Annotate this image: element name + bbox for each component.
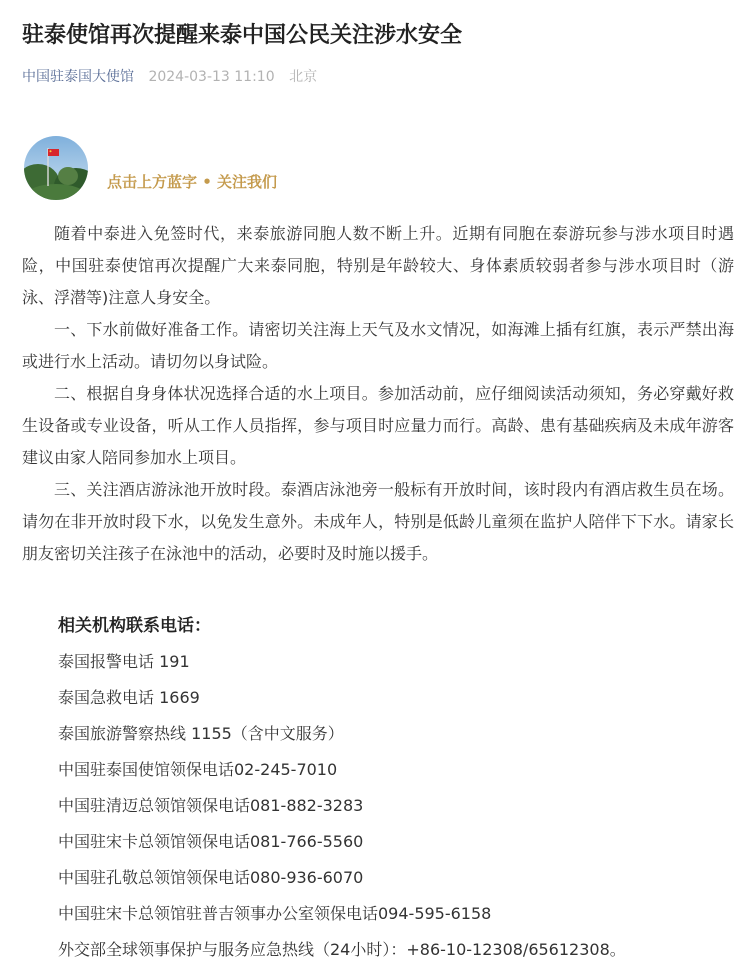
- contact-line-tourist-police: 泰国旅游警察热线 1155（含中文服务）: [58, 724, 344, 743]
- contacts-heading: 相关机构联系电话：: [58, 616, 211, 636]
- contacts-section: [58, 608, 738, 965]
- paragraph-intro: 随着中泰进入免签时代，来泰旅游同胞人数不断上升。近期有同胞在泰游玩参与涉水项目时遇险，中国驻泰使馆再次提醒广大来泰同胞，特别是年龄较大、身体素质较弱者参与涉水项目时（游泳、浮潜等)注意人身安全。: [22, 224, 734, 307]
- article-meta: [22, 66, 317, 88]
- contact-line-khonkaen: 中国驻孔敬总领馆领保电话080-936-6070: [58, 868, 364, 887]
- contact-line-ambulance: 泰国急救电话 1669: [58, 688, 200, 707]
- article-body: [22, 218, 734, 570]
- contact-line-songkhla: 中国驻宋卡总领馆领保电话081-766-5560: [58, 832, 364, 851]
- account-avatar[interactable]: [24, 136, 88, 200]
- paragraph-1: 一、下水前做好准备工作。请密切关注海上天气及水文情况，如海滩上插有红旗，表示严禁出海或进行水上活动。请切勿以身试险。: [22, 320, 734, 371]
- contact-line-police: 泰国报警电话 191: [58, 652, 190, 671]
- contact-line-phuket: 中国驻宋卡总领馆驻普吉领事办公室领保电话094-595-6158: [58, 904, 492, 923]
- follow-hint: 点击上方蓝字 • 关注我们: [107, 173, 278, 191]
- publish-time: 2024-03-13 11:10: [148, 69, 275, 85]
- article-title: 驻泰使馆再次提醒来泰中国公民关注涉水安全: [22, 23, 463, 48]
- contact-line-embassy: 中国驻泰国使馆领保电话02-245-7010: [58, 760, 338, 779]
- paragraph-2: 二、根据自身身体状况选择合适的水上项目。参加活动前，应仔细阅读活动须知，务必穿戴好救生设备或专业设备，听从工作人员指挥，参与项目时应量力而行。高龄、患有基础疾病及未成年游客建议由家人陪同参加水上项目。: [22, 384, 734, 467]
- publish-location: 北京: [289, 69, 318, 85]
- contact-line-chiangmai: 中国驻清迈总领馆领保电话081-882-3283: [58, 796, 364, 815]
- embassy-flag-avatar-icon: [24, 136, 88, 200]
- account-name-link[interactable]: 中国驻泰国大使馆: [22, 69, 134, 85]
- paragraph-3: 三、关注酒店游泳池开放时段。泰酒店泳池旁一般标有开放时间，该时段内有酒店救生员在场。请勿在非开放时段下水，以免发生意外。未成年人，特别是低龄儿童须在监护人陪伴下下水。请家长朋友密切关注孩子在泳池中的活动，必要时及时施以援手。: [22, 480, 734, 563]
- contact-line-mfa-hotline: 外交部全球领事保护与服务应急热线（24小时）：+86-10-12308/65612308。: [58, 940, 626, 959]
